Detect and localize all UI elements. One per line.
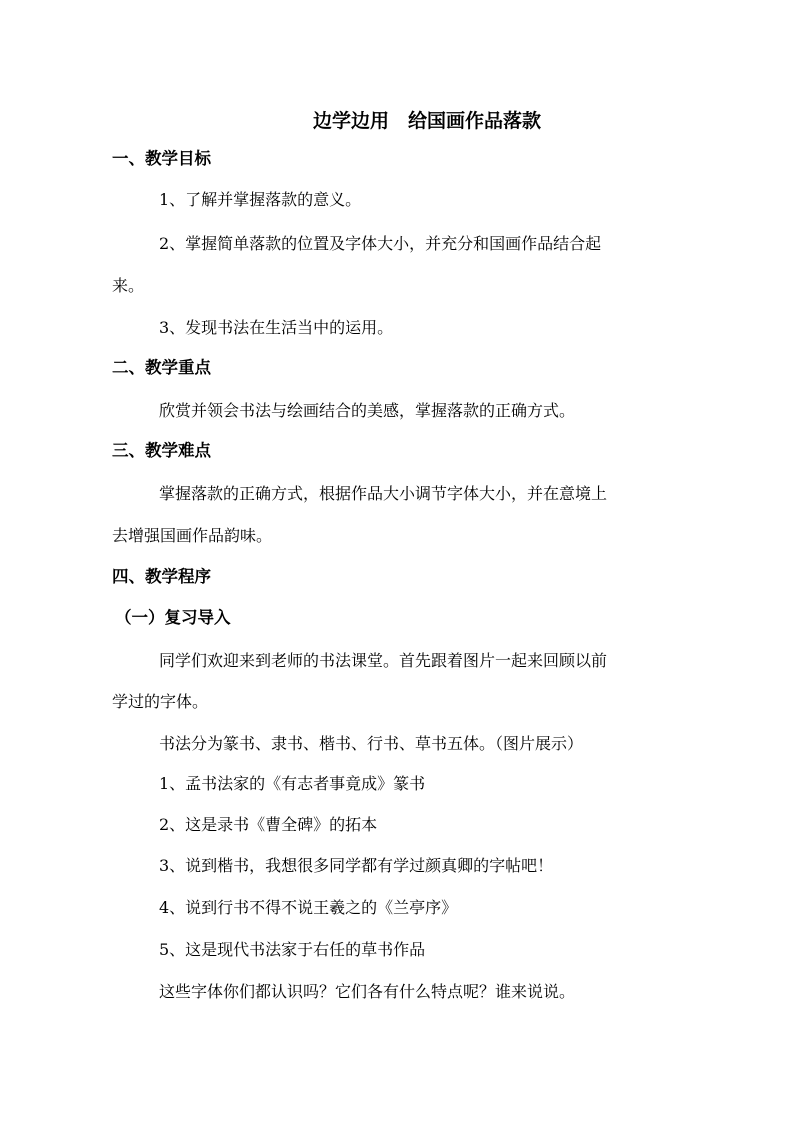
list-item: 5、这是现代书法家于右任的草书作品 [159, 940, 426, 959]
objective-item-2-continuation: 来。 [112, 276, 145, 295]
review-paragraph-line-2: 学过的字体。 [112, 692, 209, 711]
section-heading-objectives: 一、教学目标 [112, 149, 211, 168]
list-item: 4、说到行书不得不说王羲之的《兰亭序》 [159, 898, 458, 917]
review-paragraph-line-1: 同学们欢迎来到老师的书法课堂。首先跟着图片一起来回顾以前 [159, 651, 608, 670]
list-item: 2、这是录书《曹全碑》的拓本 [159, 815, 378, 834]
calligraphy-styles-text: 书法分为篆书、隶书、楷书、行书、草书五体。（图片展示） [159, 734, 584, 753]
list-item: 1、孟书法家的《有志者事竟成》篆书 [159, 774, 426, 793]
closing-question: 这些字体你们都认识吗？它们各有什么特点呢？谁来说说。 [159, 982, 576, 1001]
objective-item-1: 1、了解并掌握落款的意义。 [159, 190, 362, 209]
difficulties-text-line-1: 掌握落款的正确方式，根据作品大小调节字体大小，并在意境上 [159, 484, 608, 503]
objective-item-3: 3、发现书法在生活当中的运用。 [159, 318, 394, 337]
page-title: 边学边用 给国画作品落款 [312, 110, 541, 132]
section-heading-difficulties: 三、教学难点 [112, 441, 211, 460]
section-heading-procedure: 四、教学程序 [112, 567, 211, 586]
section-heading-key-points: 二、教学重点 [112, 358, 211, 377]
key-points-text: 欣赏并领会书法与绘画结合的美感，掌握落款的正确方式。 [159, 401, 576, 420]
subsection-heading-review: （一）复习导入 [115, 608, 231, 627]
list-item: 3、说到楷书，我想很多同学都有学过颜真卿的字帖吧！ [159, 856, 554, 875]
difficulties-text-line-2: 去增强国画作品韵味。 [112, 526, 273, 545]
objective-item-2: 2、掌握简单落款的位置及字体大小，并充分和国画作品结合起 [159, 234, 602, 253]
